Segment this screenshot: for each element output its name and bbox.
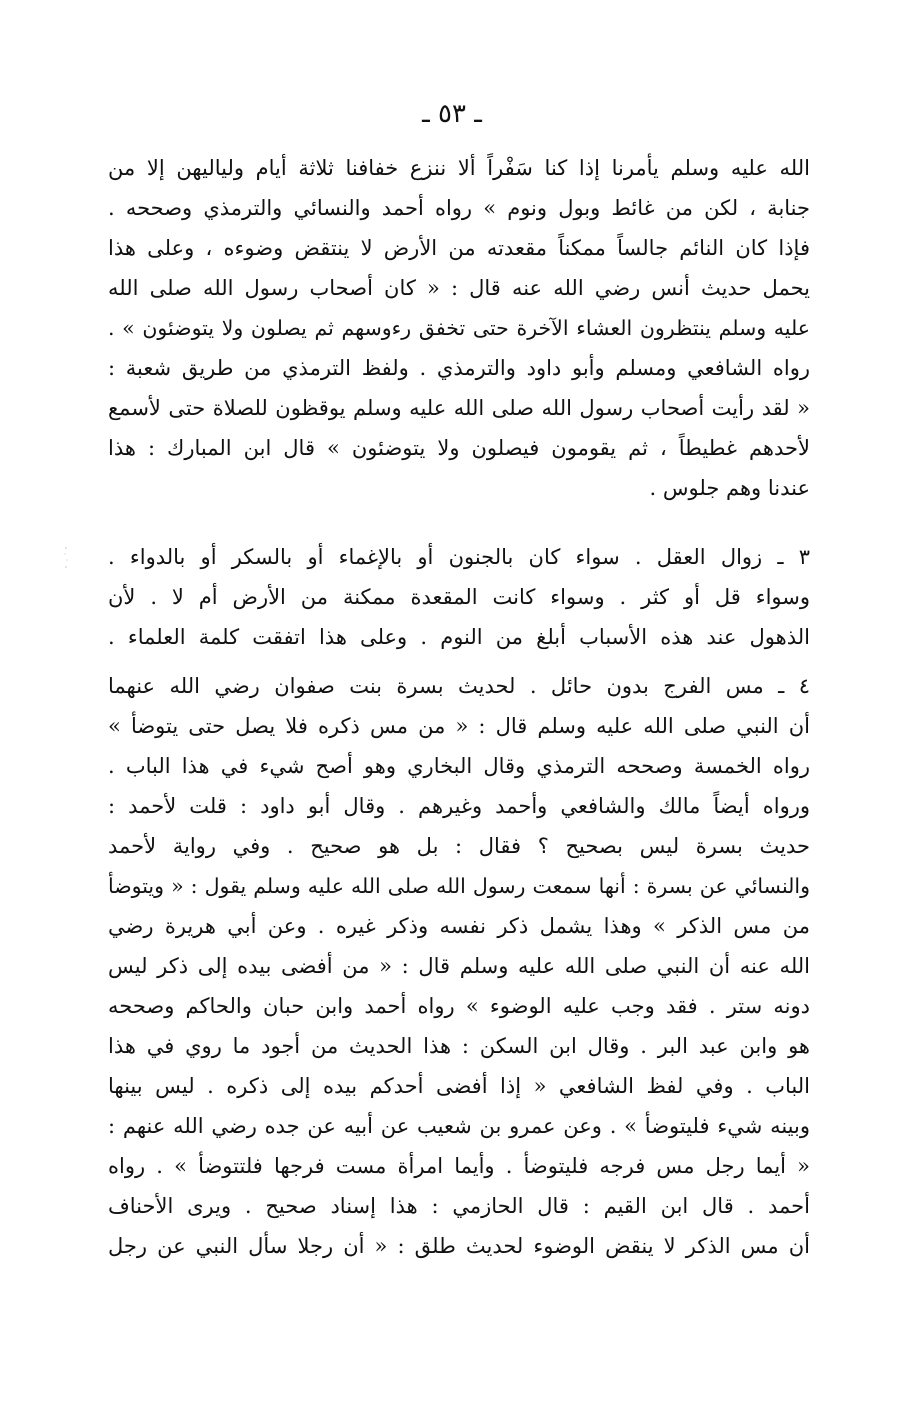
text-line: ٤ ـ مس الفرج بدون حائل . لحديث بسرة بنت صفوان رضي الله عنهما bbox=[108, 674, 810, 698]
text-line: « أيما رجل مس فرجه فليتوضأ . وأيما امرأة مست فرجها فلتتوضأ » . رواه bbox=[108, 1154, 810, 1178]
page-number: ـ ٥٣ ـ bbox=[422, 99, 482, 129]
text-line: أحمد . قال ابن القيم : قال الحازمي : هذا إسناد صحيح . ويرى الأحناف bbox=[108, 1194, 810, 1218]
text-line: « لقد رأيت أصحاب رسول الله صلى الله عليه وسلم يوقظون للصلاة حتى لأسمع bbox=[108, 396, 810, 420]
paragraph-3 bbox=[108, 666, 810, 1266]
text-line: لأحدهم غطيطاً ، ثم يقومون فيصلون ولا يتوضئون » قال ابن المبارك : هذا bbox=[108, 436, 810, 460]
text-line: هو وابن عبد البر . وقال ابن السكن : هذا الحديث من أجود ما روي في هذا bbox=[108, 1034, 810, 1058]
text-line: الباب . وفي لفظ الشافعي « إذا أفضى أحدكم بيده إلى ذكره . ليس بينها bbox=[108, 1074, 810, 1098]
text-line: والنسائي عن بسرة : أنها سمعت رسول الله صلى الله عليه وسلم يقول : « ويتوضأ bbox=[108, 874, 810, 898]
text-line: عندنا وهم جلوس . bbox=[649, 476, 810, 500]
text-line: دونه ستر . فقد وجب عليه الوضوء » رواه أحمد وابن حبان والحاكم وصححه bbox=[108, 994, 810, 1018]
text-line: ٣ ـ زوال العقل . سواء كان بالجنون أو بالإغماء أو بالسكر أو بالدواء . bbox=[108, 545, 810, 569]
text-line: الله عنه أن النبي صلى الله عليه وسلم قال : « من أفضى بيده إلى ذكر ليس bbox=[108, 954, 810, 978]
text-line: رواه الشافعي ومسلم وأبو داود والترمذي . ولفظ الترمذي من طريق شعبة : bbox=[108, 356, 810, 380]
text-line: أن النبي صلى الله عليه وسلم قال : « من مس ذكره فلا يصل حتى يتوضأ » bbox=[108, 714, 810, 738]
text-line: من مس الذكر » وهذا يشمل ذكر نفسه وذكر غيره . وعن أبي هريرة رضي bbox=[108, 914, 810, 938]
text-line: فإذا كان النائم جالساً ممكناً مقعدته من الأرض لا ينتقض وضوءه ، وعلى هذا bbox=[108, 236, 810, 260]
text-line: رواه الخمسة وصححه الترمذي وقال البخاري وهو أصح شيء في هذا الباب . bbox=[108, 754, 810, 778]
paragraph-1 bbox=[108, 148, 810, 508]
margin-speck bbox=[62, 545, 70, 571]
text-line: حديث بسرة ليس بصحيح ؟ فقال : بل هو صحيح . وفي رواية لأحمد bbox=[108, 834, 810, 858]
text-line: ورواه أيضاً مالك والشافعي وأحمد وغيرهم . وقال أبو داود : قلت لأحمد : bbox=[108, 794, 810, 818]
text-line: عليه وسلم ينتظرون العشاء الآخرة حتى تخفق رءوسهم ثم يصلون ولا يتوضئون » . bbox=[108, 316, 810, 340]
text-line: الذهول عند هذه الأسباب أبلغ من النوم . وعلى هذا اتفقت كلمة العلماء . bbox=[108, 625, 810, 649]
text-line: أن مس الذكر لا ينقض الوضوء لحديث طلق : « أن رجلا سأل النبي عن رجل bbox=[108, 1234, 810, 1258]
text-line: الله عليه وسلم يأمرنا إذا كنا سَفْراً ألا ننزع خفافنا ثلاثة أيام ولياليهن إلا من bbox=[108, 156, 810, 180]
text-line: يحمل حديث أنس رضي الله عنه قال : « كان أصحاب رسول الله صلى الله bbox=[108, 276, 810, 300]
text-line: جنابة ، لكن من غائط وبول ونوم » رواه أحمد والنسائي والترمذي وصححه . bbox=[108, 196, 810, 220]
paragraph-2 bbox=[108, 537, 810, 657]
text-line: وسواء قل أو كثر . وسواء كانت المقعدة ممكنة من الأرض أم لا . لأن bbox=[108, 585, 810, 609]
text-line: وبينه شيء فليتوضأ » . وعن عمرو بن شعيب عن أبيه عن جده رضي الله عنهم : bbox=[108, 1114, 810, 1138]
